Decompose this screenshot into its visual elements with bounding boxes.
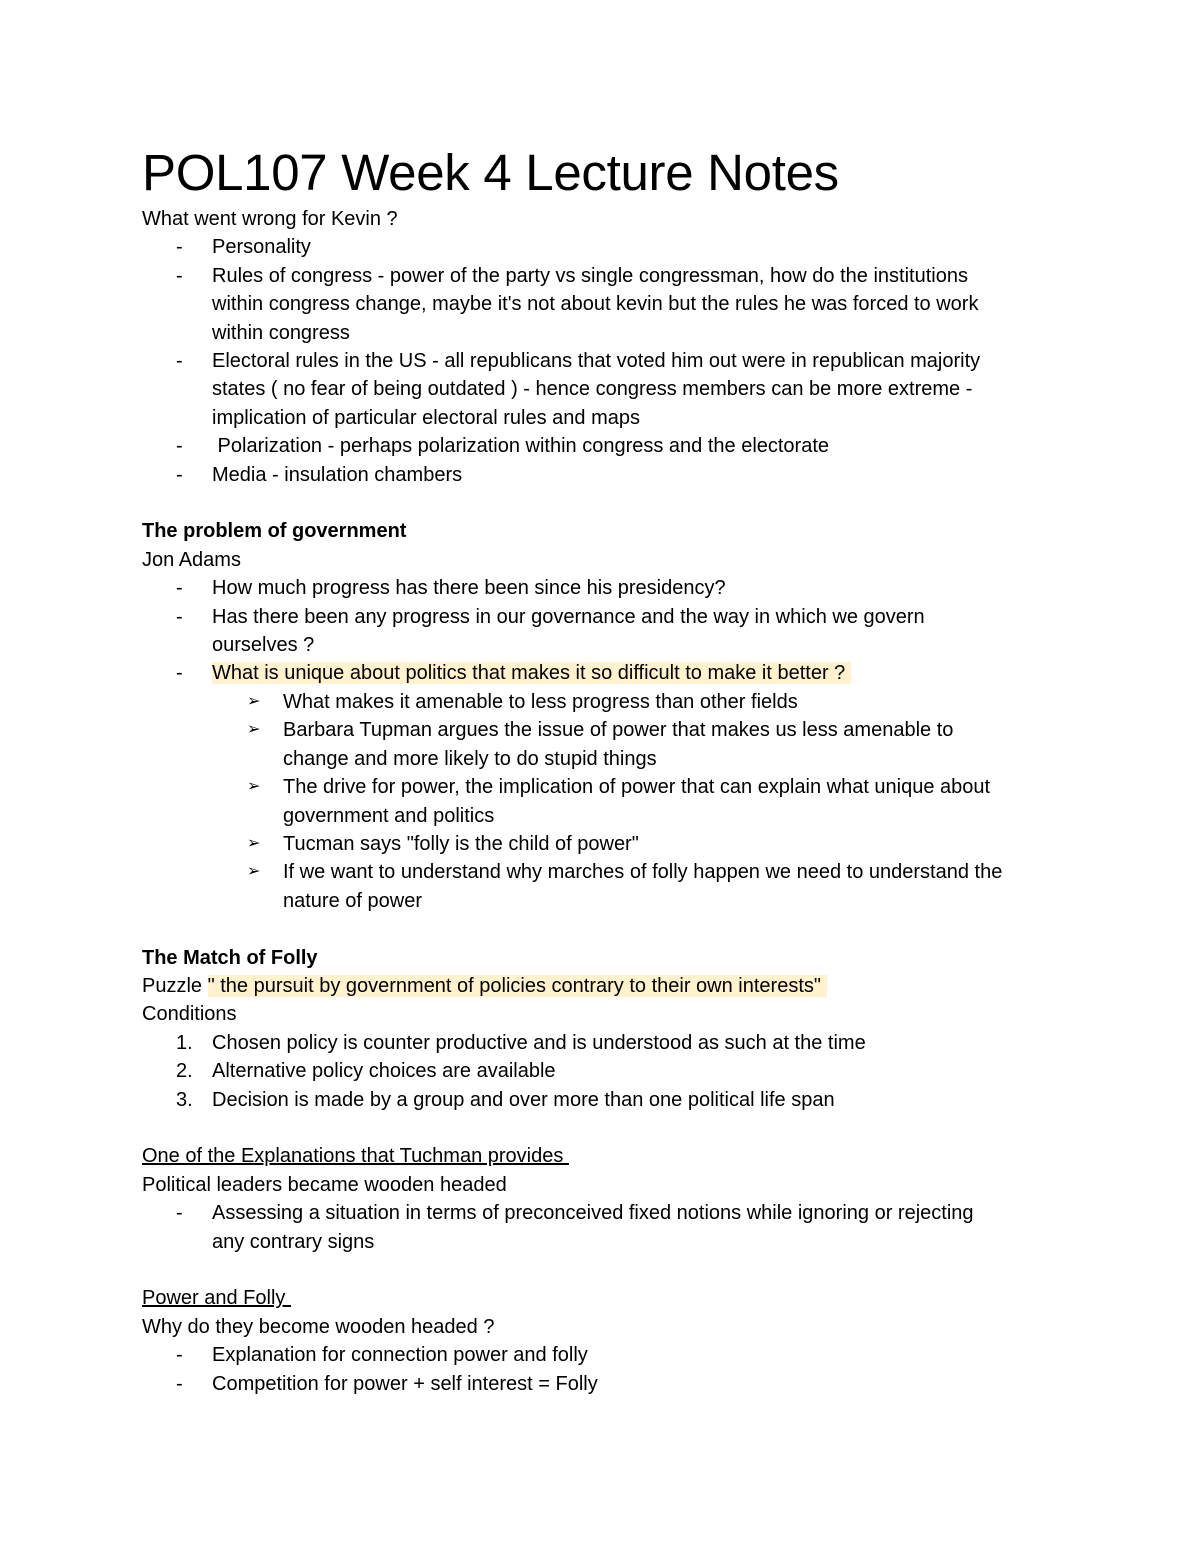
section4-list	[142, 1199, 1072, 1256]
dash-marker: -	[176, 236, 183, 259]
sub-list-item: ➢ What makes it amenable to less progress than other fields	[142, 688, 1072, 716]
sub-list-item: ➢ Tucman says "folly is the child of power"	[142, 830, 1072, 858]
conditions-list	[142, 1029, 1072, 1114]
numbered-item: 3. Decision is made by a group and over more than one political life span	[142, 1086, 1072, 1114]
list-item: - Media - insulation chambers	[142, 461, 1072, 489]
section5-heading: Power and Folly	[142, 1287, 291, 1310]
dash-marker: -	[176, 1372, 183, 1395]
arrow-bullet-icon: ➢	[247, 778, 261, 796]
section5-text: Why do they become wooden headed ?	[142, 1315, 495, 1338]
list-item: - Polarization - perhaps polarization within congress and the electorate	[142, 432, 1072, 460]
list-item: - Has there been any progress in our governance and the way in which we govern ourselves ?	[142, 603, 1072, 660]
dash-marker: -	[176, 1202, 183, 1225]
sub-list-item: ➢ The drive for power, the implication of power that can explain what unique about government and politics	[142, 773, 1072, 830]
document-page	[142, 143, 1072, 1398]
number-marker: 2.	[176, 1060, 193, 1083]
section1-list	[142, 233, 1072, 489]
puzzle-line	[142, 972, 1072, 1000]
dash-marker: -	[176, 662, 183, 685]
sub-list-item: ➢ Barbara Tupman argues the issue of power that makes us less amenable to change and more likely to do stupid things	[142, 716, 1072, 773]
list-item: - Explanation for connection power and folly	[142, 1341, 1072, 1369]
list-item	[142, 659, 1072, 687]
conditions-label: Conditions	[142, 1003, 237, 1026]
arrow-bullet-icon: ➢	[247, 692, 261, 710]
list-item: - Personality	[142, 233, 1072, 261]
sub-list-item: ➢ If we want to understand why marches of folly happen we need to understand the nature of power	[142, 858, 1072, 915]
section4-text: Political leaders became wooden headed	[142, 1173, 507, 1196]
section2-heading: The problem of government	[142, 520, 407, 543]
section5-list	[142, 1341, 1072, 1398]
highlighted-question: What is unique about politics that makes it so difficult to make it better ?	[212, 662, 851, 685]
number-marker: 3.	[176, 1088, 193, 1111]
document-title: POL107 Week 4 Lecture Notes	[142, 144, 839, 201]
dash-marker: -	[176, 435, 183, 458]
section2-subheading: Jon Adams	[142, 548, 241, 571]
dash-marker: -	[176, 463, 183, 486]
list-item: - Competition for power + self interest = Folly	[142, 1370, 1072, 1398]
arrow-bullet-icon: ➢	[247, 834, 261, 852]
section3-heading: The Match of Folly	[142, 946, 318, 969]
list-item: - Rules of congress - power of the party vs single congressman, how do the institutions within congress change, maybe it's not about kevin but the rules he was forced to work within congress	[142, 262, 1072, 347]
section1-intro: What went wrong for Kevin ?	[142, 208, 398, 230]
arrow-bullet-icon: ➢	[247, 721, 261, 739]
dash-marker: -	[176, 605, 183, 628]
numbered-item: 2. Alternative policy choices are available	[142, 1057, 1072, 1085]
puzzle-quote: " the pursuit by government of policies contrary to their own interests"	[207, 974, 827, 997]
dash-marker: -	[176, 1344, 183, 1367]
section4-heading: One of the Explanations that Tuchman provides	[142, 1145, 569, 1168]
list-item: - Assessing a situation in terms of preconceived fixed notions while ignoring or rejecting any contrary signs	[142, 1199, 1072, 1256]
numbered-item: 1. Chosen policy is counter productive and is understood as such at the time	[142, 1029, 1072, 1057]
dash-marker: -	[176, 264, 183, 287]
dash-marker: -	[176, 577, 183, 600]
list-item: - Electoral rules in the US - all republicans that voted him out were in republican majority states ( no fear of being outdated ) - hence congress members can be more extreme - implication of particular electoral rules and maps	[142, 347, 1072, 432]
arrow-bullet-icon: ➢	[247, 863, 261, 881]
dash-marker: -	[176, 350, 183, 373]
number-marker: 1.	[176, 1031, 193, 1054]
section2-sublist	[142, 688, 1072, 915]
puzzle-label: Puzzle	[142, 974, 208, 997]
list-item: - How much progress has there been since his presidency?	[142, 574, 1072, 602]
section2-list	[142, 574, 1072, 688]
